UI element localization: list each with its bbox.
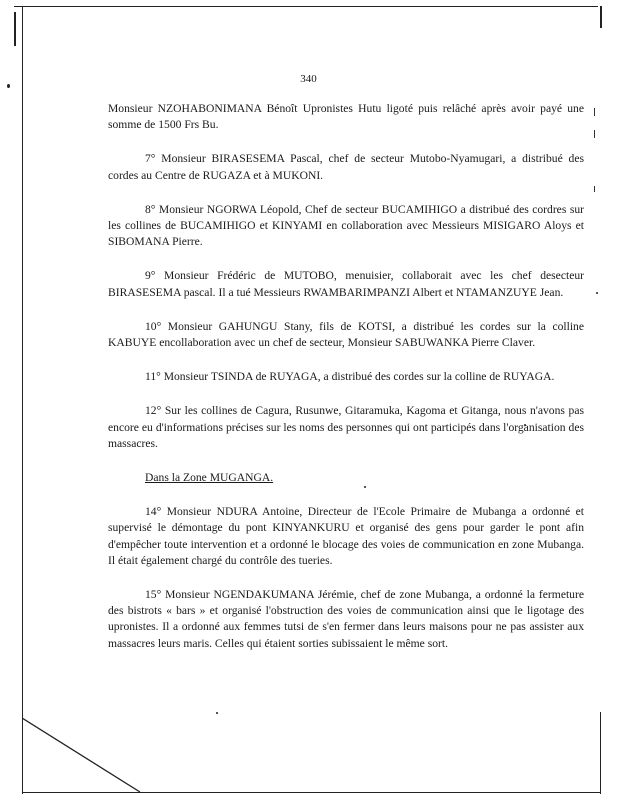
paragraph: 10° Monsieur GAHUNGU Stany, fils de KOTSI, a distribué les cordes sur la colline KABUYE encollaboration avec un chef de secteur, Monsieur SABUWANKA Pierre Claver. — [108, 319, 584, 350]
paragraph: 14° Monsieur NDURA Antoine, Directeur de l'Ecole Primaire de Mubanga a ordonné et supervisé le démontage du pont KINYANKURU et organisé des gens pour garder le pont afin d'empêcher toute intervention et a ordonné le blocage des voies de communication en zone Mubanga. Il était également chargé du contrôle des tueries. — [108, 505, 584, 567]
section-heading: Dans la Zone MUGANGA. — [145, 471, 274, 485]
paragraph: 8° Monsieur NGORWA Léopold, Chef de secteur BUCAMIHIGO a distribué des cordres sur les collines de BUCAMIHIGO et KINYAMI en collaboration avec Messieurs MISIGARO Aloys et SIBOMANA Pierre. — [108, 202, 584, 249]
scan-frame-top — [14, 6, 598, 7]
paragraph: 9° Monsieur Frédéric de MUTOBO, menuisier, collaborait avec les chef desecteur BIRASESEMA pascal. Il a tué Messieurs RWAMBARIMPANZI Albert et NTAMANZUYE Jean. — [108, 269, 584, 299]
paragraph: 7° Monsieur BIRASESEMA Pascal, chef de secteur Mutobo-Nyamugari, a distribué des cordes au Centre de RUGAZA et à MUKONI. — [108, 152, 584, 182]
paragraph: Monsieur NZOHABONIMANA Bénoît Upronistes Hutu ligoté puis relâché après avoir payé une somme de 1500 Frs Bu. — [108, 102, 584, 132]
scan-mark — [594, 186, 595, 192]
scan-frame-right-top — [600, 6, 602, 28]
paragraph: 12° Sur les collines de Cagura, Rusunwe, Gitaramuka, Kagoma et Gitanga, nous n'avons pas encore eu d'informations précises sur les noms des personnes qui ont participés dans l'organisation des massacres. — [108, 404, 584, 450]
scan-speck — [596, 292, 598, 294]
scan-frame-left-outer — [14, 12, 16, 46]
scan-corner-line — [22, 718, 142, 794]
scan-speck — [216, 712, 218, 714]
paragraph: 11° Monsieur TSINDA de RUYAGA, a distribué des cordes sur la colline de RUYAGA. — [145, 370, 555, 384]
scan-frame-left — [22, 6, 23, 794]
scan-mark — [594, 108, 595, 116]
scan-frame-right-bottom — [600, 712, 601, 794]
page-number: 340 — [300, 73, 317, 85]
body-text — [108, 101, 584, 670]
paragraph: 15° Monsieur NGENDAKUMANA Jérémie, chef de zone Mubanga, a ordonné la fermeture des bistrots « bars » et organisé l'obstruction des voies de communication ainsi que le ligotage des upronistes. Il a ordonné aux femmes tutsi de s'en fermer dans leurs maisons pour ne pas assister aux massacres leurs maris. Celles qui étaient sorties subissaient le même sort. — [108, 588, 584, 650]
scan-mark — [594, 130, 595, 138]
